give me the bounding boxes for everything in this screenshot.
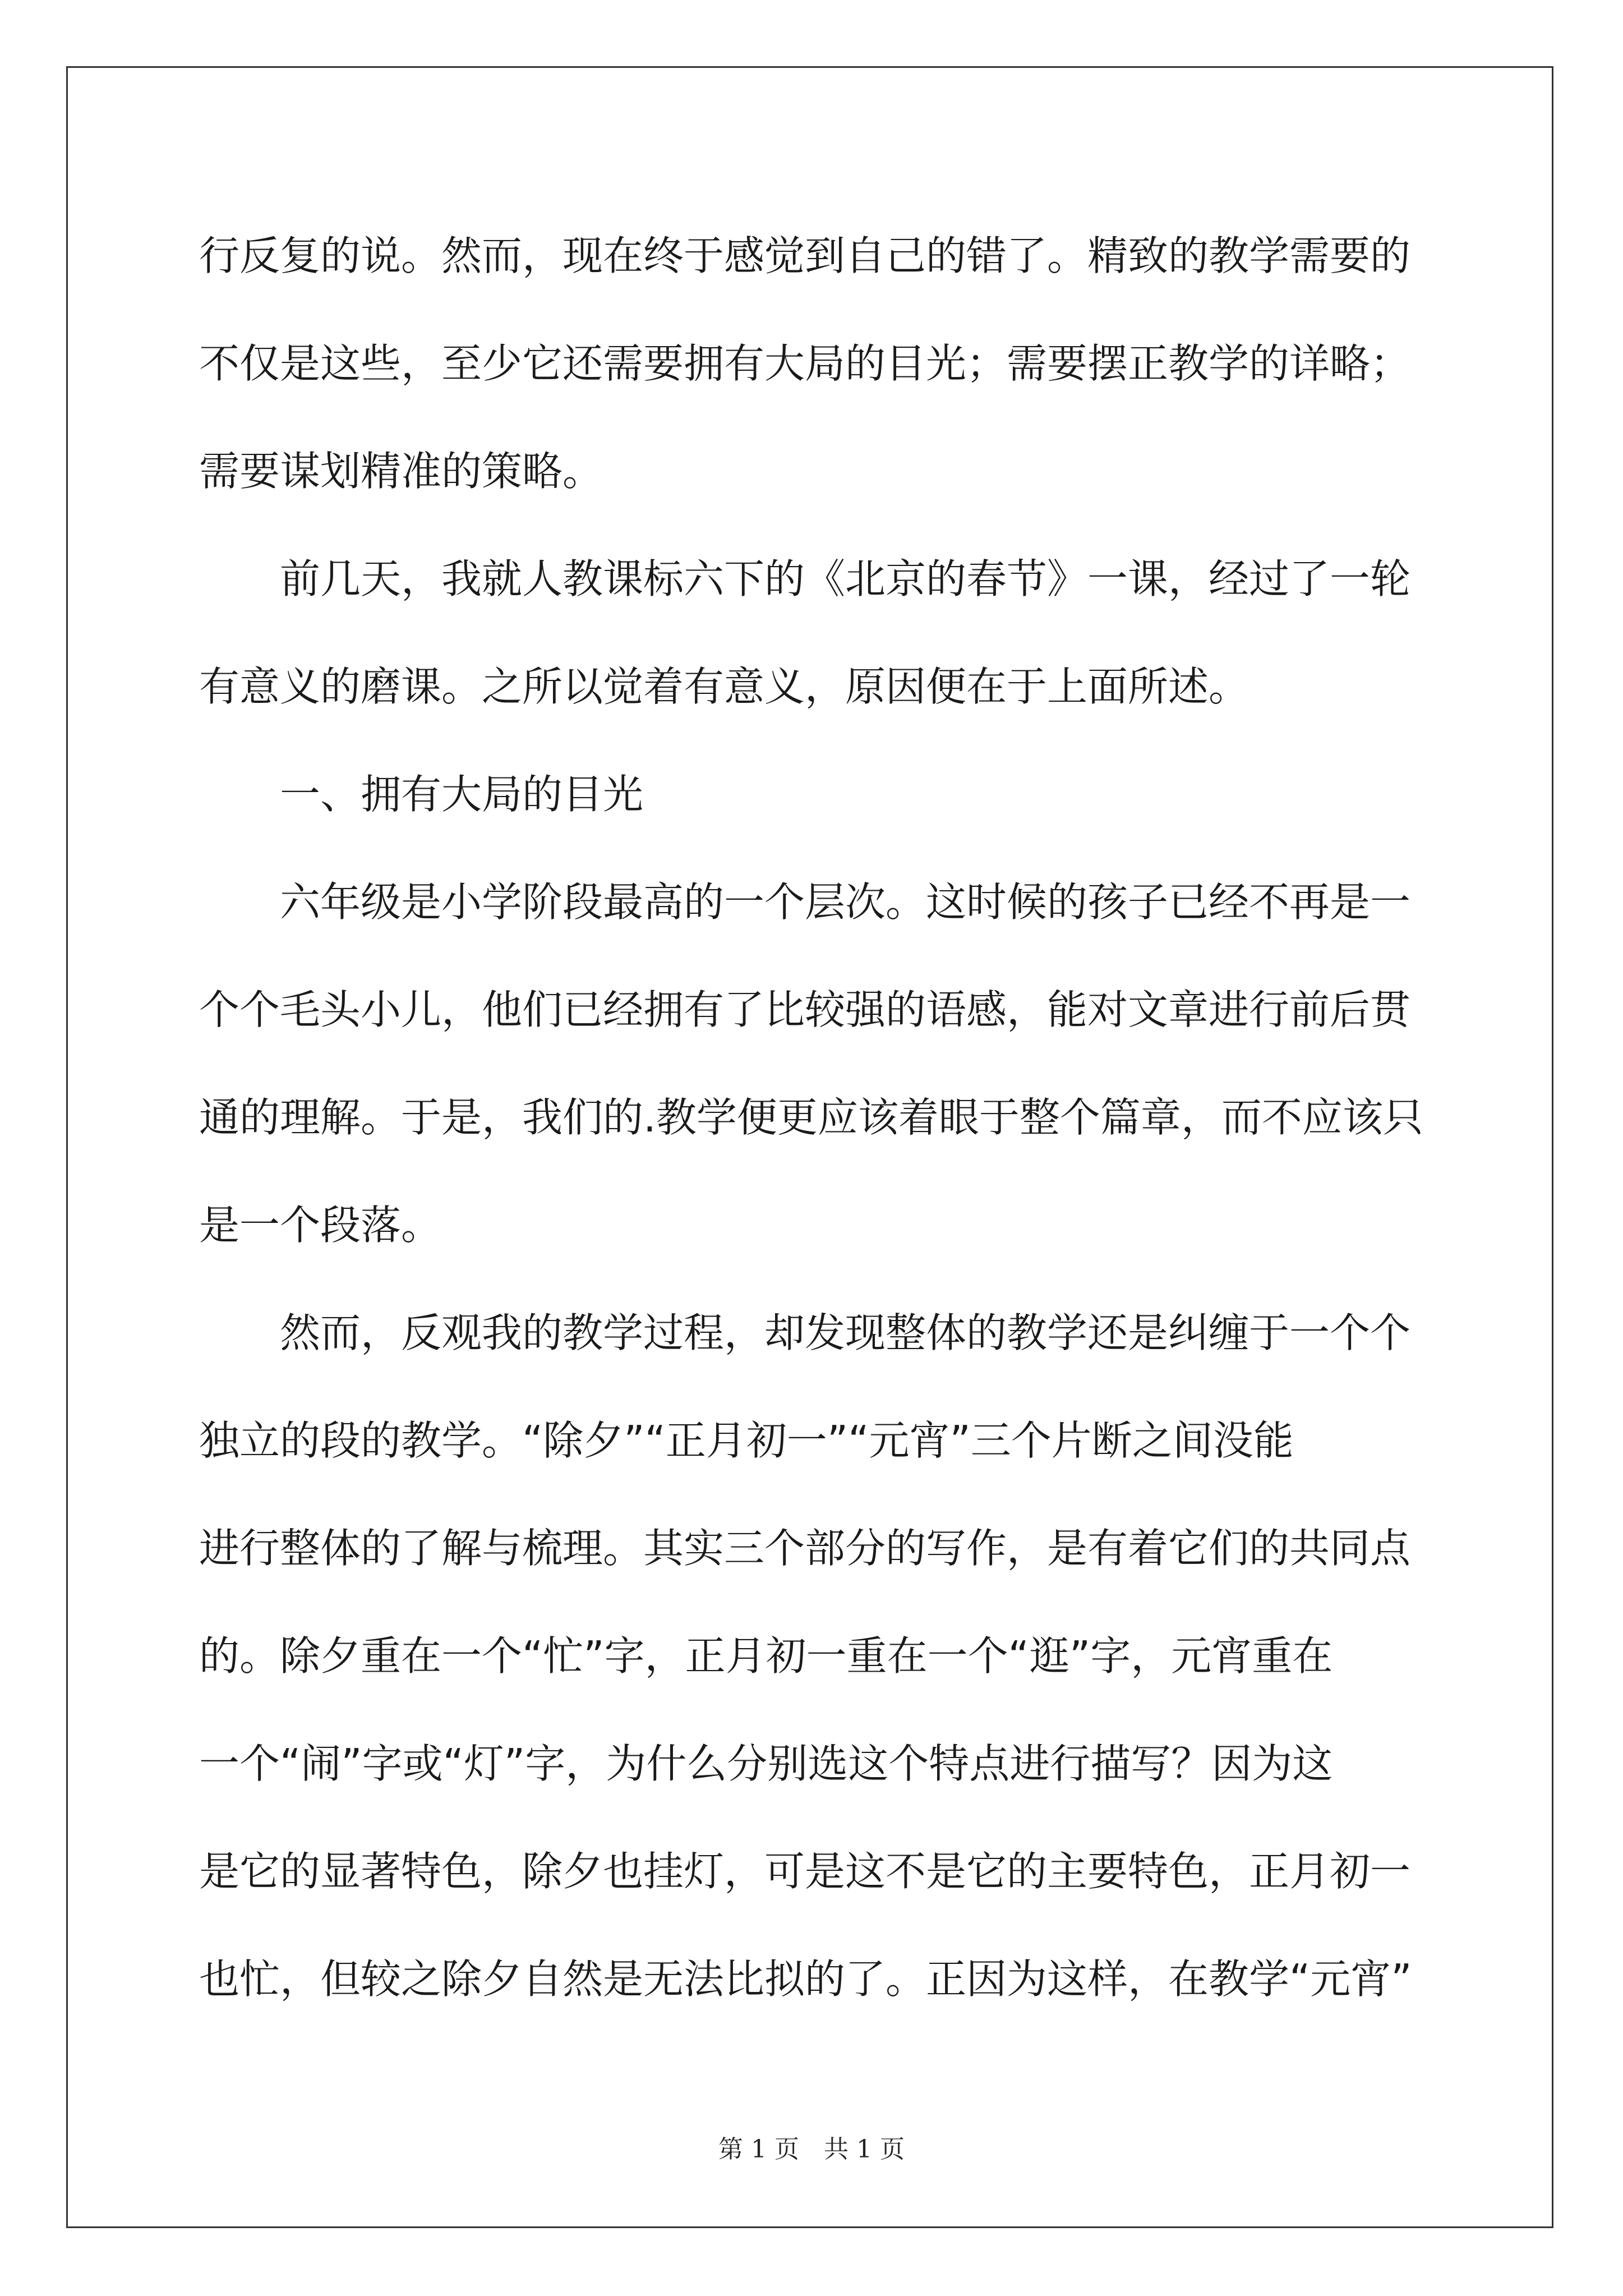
text-line: 一个“闹”字或“灯”字，为什么分别选这个特点进行描写？因为这 [199, 1740, 1333, 1787]
text-line: 的。除夕重在一个“忙”字，正月初一重在一个“逛”字，元宵重在 [199, 1632, 1333, 1680]
text-line: 进行整体的了解与梳理。其实三个部分的写作，是有着它们的共同点 [199, 1525, 1411, 1572]
text-line: 是一个段落。 [199, 1202, 442, 1249]
page-footer: 第 1 页 共 1 页 [718, 2135, 905, 2164]
text-line: 也忙，但较之除夕自然是无法比拟的了。正因为这样，在教学“元宵” [199, 1955, 1412, 2003]
text-line: 个个毛头小儿，他们已经拥有了比较强的语感，能对文章进行前后贯 [199, 986, 1411, 1033]
text-line: 有意义的磨课。之所以觉着有意义，原因便在于上面所述。 [199, 663, 1249, 710]
text-line: 然而，反观我的教学过程，却发现整体的教学还是纠缠于一个个 [199, 1309, 1411, 1356]
text-line: 六年级是小学阶段最高的一个层次。这时候的孩子已经不再是一 [199, 878, 1411, 926]
text-line: 通的理解。于是，我们的.教学便更应该着眼于整个篇章，而不应该只 [199, 1094, 1423, 1141]
text-line: 独立的段的教学。“除夕”“正月初一”“元宵”三个片断之间没能 [199, 1417, 1294, 1464]
text-line: 前几天，我就人教课标六下的《北京的春节》一课，经过了一轮 [199, 555, 1411, 602]
text-line: 不仅是这些，至少它还需要拥有大局的目光；需要摆正教学的详略； [199, 340, 1411, 387]
text-line: 需要谋划精准的策略。 [199, 448, 603, 495]
text-line: 行反复的说。然而，现在终于感觉到自己的错了。精致的教学需要的 [199, 232, 1411, 279]
document-body [199, 202, 1424, 2033]
text-line: 是它的显著特色，除夕也挂灯，可是这不是它的主要特色，正月初一 [199, 1848, 1411, 1895]
section-heading: 一、拥有大局的目光 [199, 771, 644, 818]
